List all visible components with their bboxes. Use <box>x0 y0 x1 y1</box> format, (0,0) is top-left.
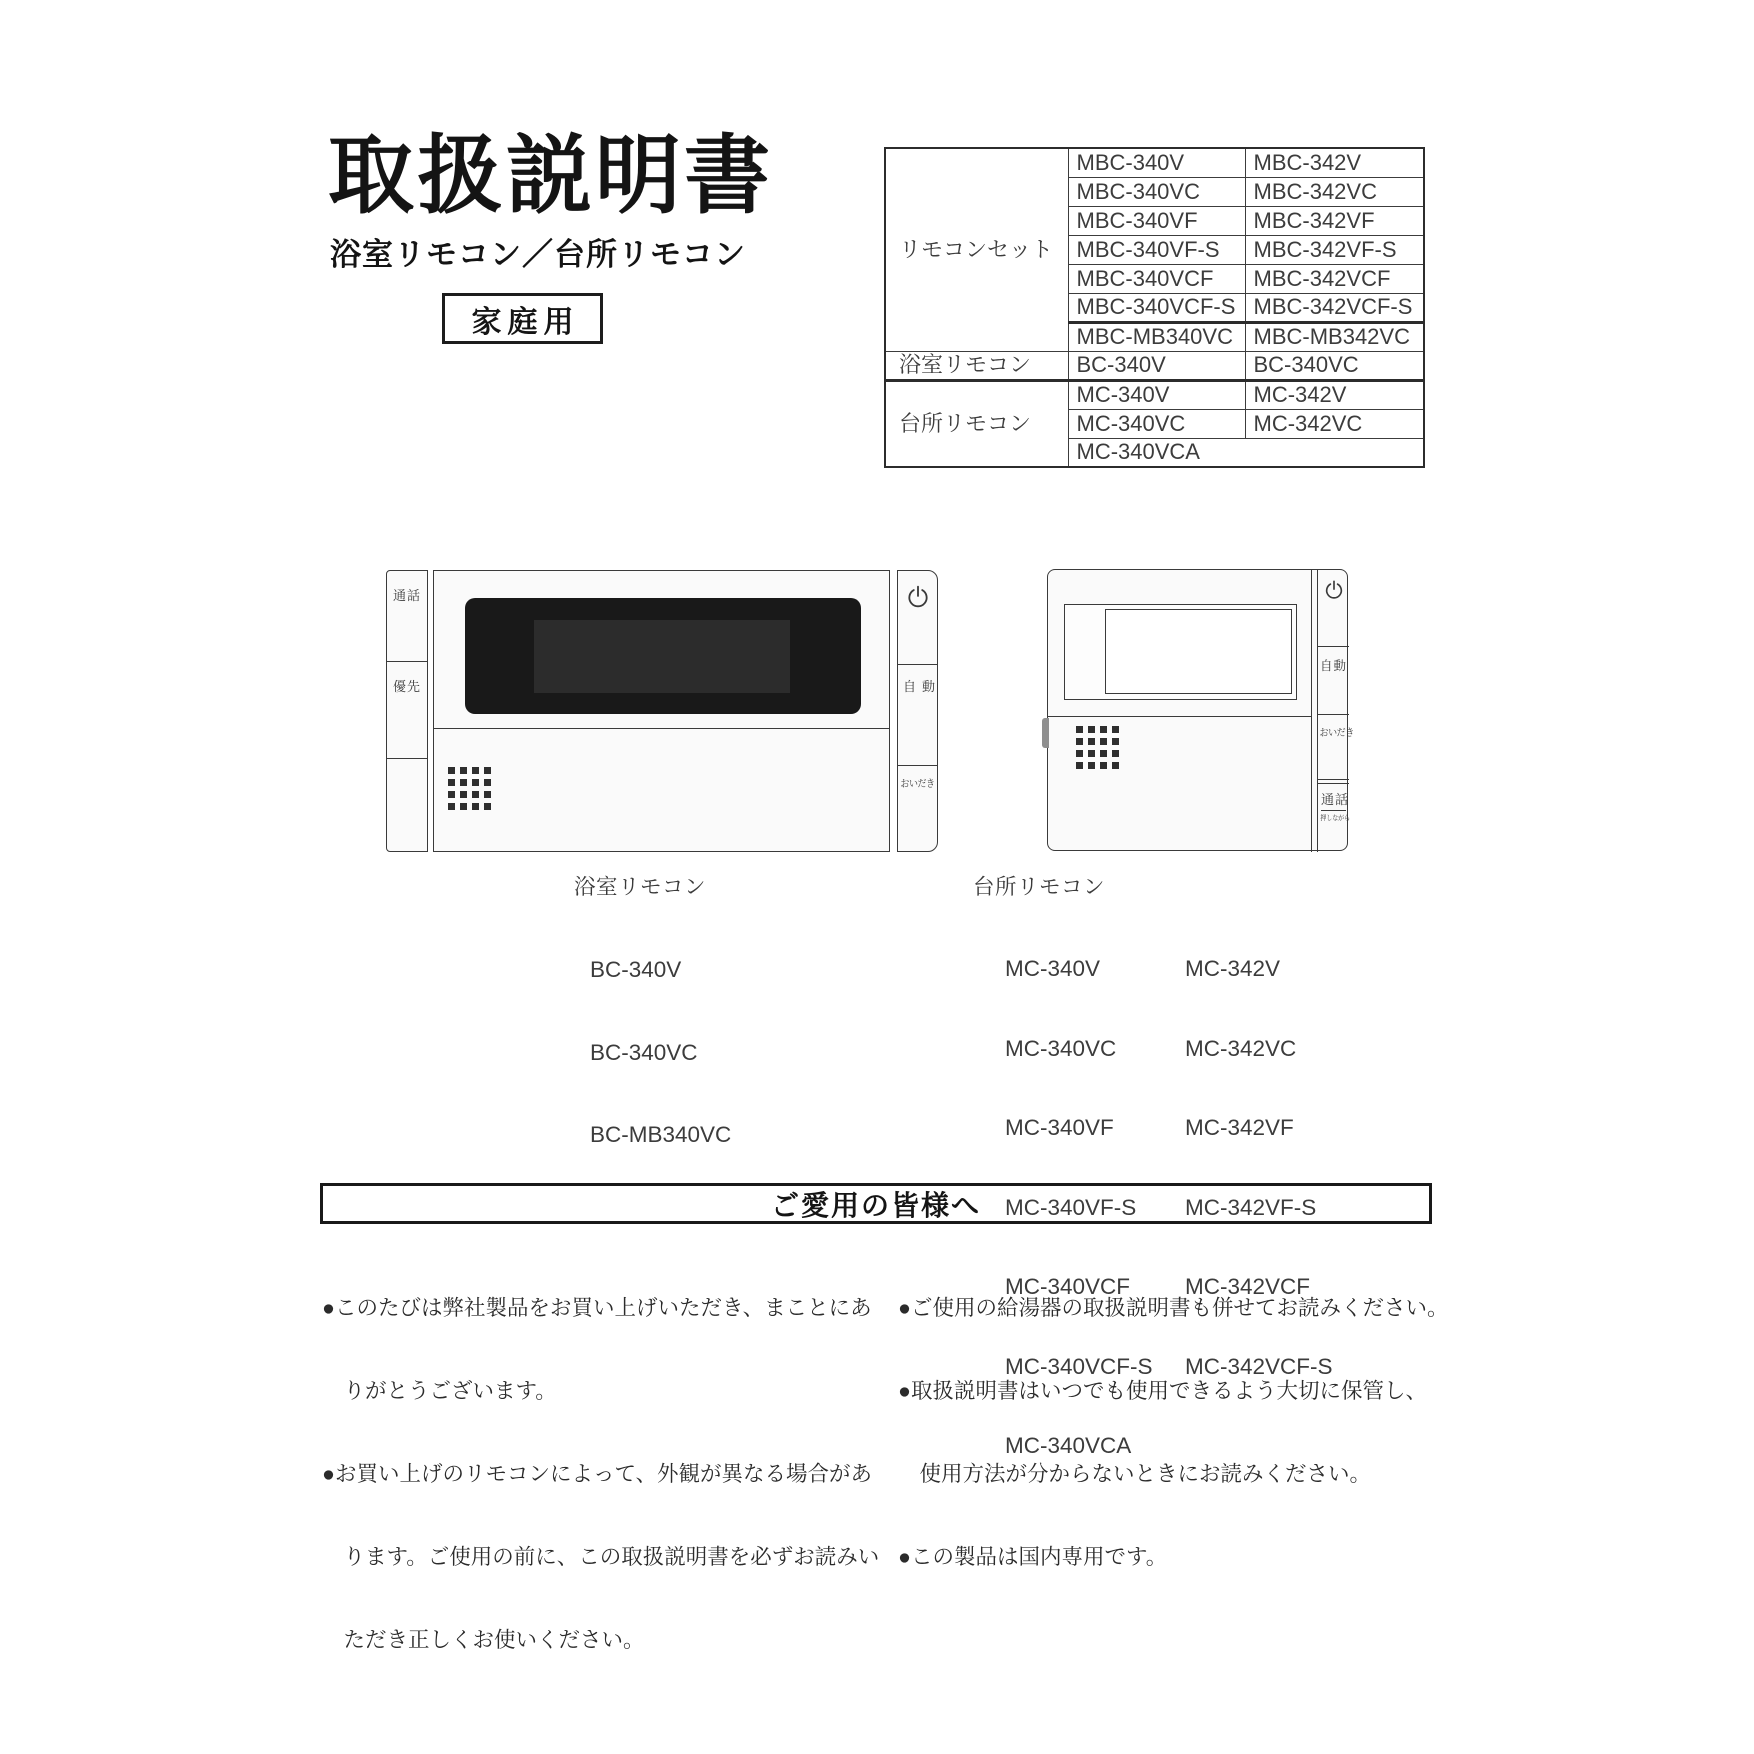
power-icon <box>1323 579 1345 601</box>
notice-line: ●お買い上げのリモコンによって、外観が異なる場合があ <box>322 1462 873 1486</box>
talk-button-note: 押しながら <box>1320 815 1351 822</box>
model-cell: MBC-MB342VC <box>1245 322 1424 351</box>
priority-button <box>387 662 427 759</box>
model-cell: MC-340V <box>1068 380 1245 409</box>
kitchen-remote-display-frame <box>1064 604 1297 700</box>
notice-line: ●この製品は国内専用です。 <box>898 1545 1168 1569</box>
model-cell: MBC-340V <box>1068 148 1245 177</box>
auto-button-label: 自動 <box>1319 659 1347 673</box>
blank-button <box>387 759 427 851</box>
reheat-button <box>1318 715 1354 780</box>
table-row <box>885 380 1424 409</box>
notice-text-left-column <box>322 1242 879 1707</box>
model-cell: MBC-342VC <box>1245 177 1424 206</box>
notice-line: ●ご使用の給湯器の取扱説明書も併せてお読みください。 <box>898 1296 1449 1320</box>
auto-button-label: 自動 <box>903 679 942 694</box>
page-subtitle: 浴室リモコン／台所リモコン <box>330 237 746 272</box>
model-item: MC-342VC <box>1185 1035 1297 1061</box>
table-label-bath-remote: 浴室リモコン <box>885 351 1068 380</box>
page-title: 取扱説明書 <box>328 128 773 224</box>
talk-button <box>387 571 427 662</box>
bath-remote-right-button-strip <box>897 570 942 852</box>
power-button <box>1318 570 1349 647</box>
model-item: MC-342V <box>1185 956 1281 981</box>
speaker-grille-icon <box>1076 726 1119 769</box>
model-cell: MC-340VC <box>1068 409 1245 438</box>
reheat-button-label: おいだき <box>1319 728 1354 739</box>
model-cell: MC-342VC <box>1245 409 1424 438</box>
model-cell: MBC-340VC <box>1068 177 1245 206</box>
speaker-grille-icon <box>448 767 491 810</box>
kitchen-remote-caption: 台所リモコン <box>973 875 1106 899</box>
model-item: BC-340VC <box>590 1039 698 1065</box>
notice-text-right-column <box>898 1242 1449 1624</box>
model-cell: MC-342V <box>1245 380 1424 409</box>
bath-remote-display <box>465 598 861 714</box>
model-item: BC-340V <box>590 957 682 982</box>
table-row <box>885 148 1424 177</box>
model-item: MC-340VF <box>1005 1115 1114 1140</box>
model-item: MC-342VF <box>1185 1115 1294 1140</box>
kitchen-remote-diagram <box>1047 569 1354 851</box>
model-item: MC-342VF-S <box>1185 1194 1317 1220</box>
auto-button <box>898 665 942 766</box>
model-cell: MBC-342VCF <box>1245 264 1424 293</box>
model-item: BC-MB340VC <box>590 1122 732 1147</box>
model-cell: BC-340V <box>1068 351 1245 380</box>
model-cell: MBC-340VCF <box>1068 264 1245 293</box>
auto-button <box>1318 647 1349 715</box>
bath-remote-panel-divider <box>434 728 889 729</box>
notice-heading: ご愛用の皆様へ <box>770 1189 981 1221</box>
reheat-button-label: おいだき <box>900 779 935 790</box>
bath-remote-model-list <box>590 903 731 1203</box>
kitchen-remote-panel-divider <box>1048 716 1312 717</box>
table-label-kitchen-remote: 台所リモコン <box>885 380 1068 467</box>
notice-line: ただき正しくお使いください。 <box>322 1628 645 1652</box>
bath-remote-body <box>433 570 890 852</box>
model-item: MC-340VCF-S <box>1005 1353 1153 1379</box>
model-cell: MBC-340VCF-S <box>1068 293 1245 322</box>
kitchen-remote-display <box>1105 609 1292 694</box>
model-cell: MBC-342VF-S <box>1245 235 1424 264</box>
bath-remote-caption: 浴室リモコン <box>574 875 707 899</box>
bath-remote-display-panel <box>534 620 790 693</box>
bath-remote-diagram <box>386 570 942 852</box>
notice-line: りがとうございます。 <box>322 1379 557 1403</box>
notice-line: ●このたびは弊社製品をお買い上げいただき、まことにあ <box>322 1296 872 1320</box>
model-cell: BC-340VC <box>1245 351 1424 380</box>
notice-heading-box <box>320 1183 1432 1224</box>
kitchen-remote-column-divider <box>1311 570 1312 852</box>
household-use-badge: 家庭用 <box>442 293 603 344</box>
model-cell: MBC-342VF <box>1245 206 1424 235</box>
model-number-table <box>884 147 1425 468</box>
notice-line: ります。ご使用の前に、この取扱説明書を必ずお読みい <box>322 1545 880 1569</box>
model-cell: MBC-MB340VC <box>1068 322 1245 351</box>
reheat-button <box>898 766 937 851</box>
power-icon <box>905 584 931 610</box>
model-cell: MBC-342VCF-S <box>1245 293 1424 322</box>
model-item: MC-342VCF-S <box>1185 1353 1333 1379</box>
kitchen-remote-side-tab <box>1042 718 1049 748</box>
power-button <box>898 571 937 665</box>
model-item: MC-340VCA <box>1005 1433 1132 1458</box>
model-item: MC-340VC <box>1005 1035 1117 1061</box>
talk-button-label: 通話 <box>1321 784 1346 811</box>
model-cell: MBC-340VF-S <box>1068 235 1245 264</box>
notice-line: 使用方法が分からないときにお読みください。 <box>898 1462 1372 1486</box>
model-item: MC-342VCF <box>1185 1274 1311 1299</box>
bath-remote-left-button-strip <box>386 570 428 852</box>
model-item: MC-340VF-S <box>1005 1194 1137 1220</box>
model-cell: MC-340VCA <box>1068 438 1424 467</box>
table-label-remote-set: リモコンセット <box>885 148 1068 351</box>
notice-line: ●取扱説明書はいつでも使用できるよう大切に保管し、 <box>898 1379 1427 1403</box>
model-cell: MBC-342V <box>1245 148 1424 177</box>
priority-button-label: 優先 <box>392 679 421 694</box>
model-cell: MBC-340VF <box>1068 206 1245 235</box>
talk-button <box>1318 783 1349 852</box>
talk-button-label: 通話 <box>392 588 421 603</box>
table-row <box>885 351 1424 380</box>
model-item: MC-340VCF <box>1005 1274 1131 1299</box>
kitchen-remote-button-column <box>1317 570 1354 852</box>
model-item: MC-340V <box>1005 956 1101 981</box>
